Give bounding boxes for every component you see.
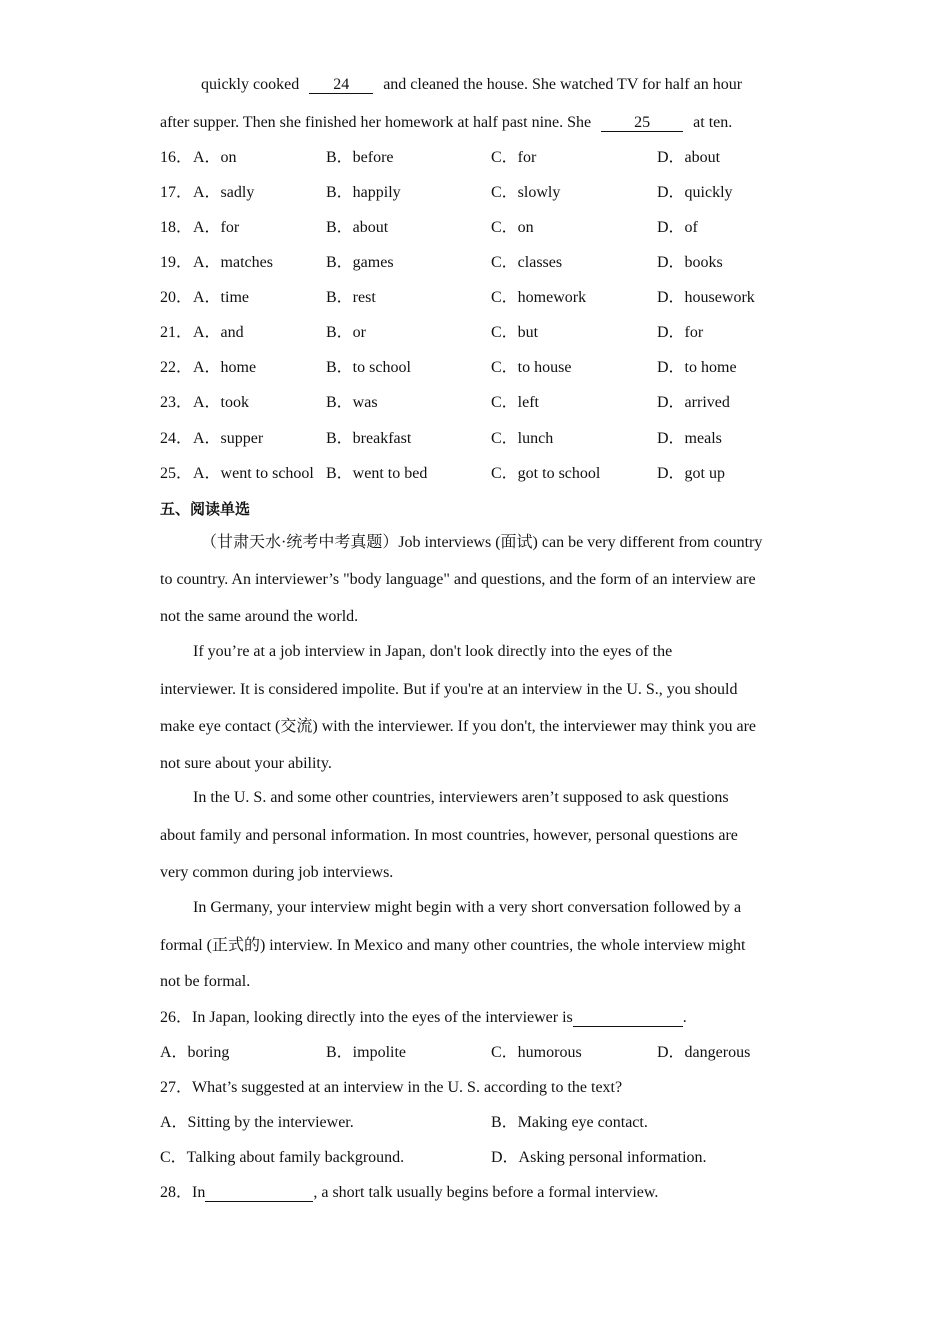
option-row <box>160 393 800 413</box>
option-c[interactable]: C．humorous <box>491 1044 582 1061</box>
option-b[interactable]: B．to school <box>326 359 411 376</box>
option-c[interactable]: C．classes <box>491 254 563 271</box>
option-a[interactable]: A．supper <box>193 430 264 447</box>
question-26-options <box>160 1043 800 1063</box>
cloze-line-2 <box>160 113 732 133</box>
option-c[interactable]: C．to house <box>491 359 572 376</box>
option-d[interactable]: D．of <box>657 219 698 236</box>
option-b[interactable]: B．rest <box>326 289 376 306</box>
cloze-text: quickly cooked <box>201 76 300 93</box>
passage-line: not be formal. <box>160 973 251 990</box>
option-a[interactable]: A．went to school <box>193 465 314 482</box>
question-number: 23． <box>160 394 193 411</box>
passage-line: If you’re at a job interview in Japan, don't look directly into the eyes of the <box>193 643 673 660</box>
option-c[interactable]: C．slowly <box>491 184 561 201</box>
question-27-options <box>160 1113 800 1133</box>
option-c[interactable]: C．homework <box>491 289 587 306</box>
option-row <box>160 358 800 378</box>
question-number: 22． <box>160 359 193 376</box>
option-row <box>160 288 800 308</box>
option-b[interactable]: B．about <box>326 219 389 236</box>
option-d[interactable]: D．Asking personal information. <box>491 1149 707 1166</box>
passage-line: In Germany, your interview might begin with a very short conversation followed by a <box>193 899 742 916</box>
question-number: 16． <box>160 149 193 166</box>
option-b[interactable]: B．breakfast <box>326 430 412 447</box>
option-c[interactable]: C．on <box>491 219 534 236</box>
option-d[interactable]: D．meals <box>657 430 722 447</box>
question-end: . <box>682 1009 687 1026</box>
question-number: 18． <box>160 219 193 236</box>
question-number: 20． <box>160 289 193 306</box>
passage-line: formal (正式的) interview. In Mexico and many other countries, the whole interview might <box>160 937 746 954</box>
option-b[interactable]: B．before <box>326 149 394 166</box>
question-28-stem <box>160 1183 658 1203</box>
option-a[interactable]: A．for <box>193 219 240 236</box>
option-d[interactable]: D．about <box>657 149 721 166</box>
option-row <box>160 218 800 238</box>
option-row <box>160 183 800 203</box>
option-row <box>160 429 800 449</box>
blank-25: 25 <box>601 115 683 132</box>
option-b[interactable]: B．went to bed <box>326 465 428 482</box>
question-text: , a short talk usually begins before a formal interview. <box>313 1184 659 1201</box>
question-text: 26．In Japan, looking directly into the eyes of the interviewer is <box>160 1009 573 1026</box>
option-a[interactable]: A．home <box>193 359 257 376</box>
option-c[interactable]: C．left <box>491 394 539 411</box>
passage-line: In the U. S. and some other countries, interviewers aren’t supposed to ask questions <box>193 789 729 806</box>
option-c[interactable]: C．for <box>491 149 537 166</box>
option-a[interactable]: A．and <box>193 324 244 341</box>
answer-blank <box>205 1185 313 1202</box>
cloze-line-1 <box>201 75 742 95</box>
passage-line: make eye contact (交流) with the interviewer. If you don't, the interviewer may think you are <box>160 718 757 735</box>
cloze-text: at ten. <box>693 114 733 131</box>
option-d[interactable]: D．books <box>657 254 723 271</box>
section-heading: 五、阅读单选 <box>160 500 251 518</box>
question-27-stem: 27．What’s suggested at an interview in the U. S. according to the text? <box>160 1079 623 1096</box>
option-b[interactable]: B．or <box>326 324 367 341</box>
option-b[interactable]: B．was <box>326 394 378 411</box>
option-c[interactable]: C．got to school <box>491 465 601 482</box>
option-a[interactable]: A．on <box>193 149 237 166</box>
question-text: 28．In <box>160 1184 206 1201</box>
passage-line: not sure about your ability. <box>160 755 332 772</box>
passage-line: very common during job interviews. <box>160 864 394 881</box>
question-number: 25． <box>160 465 193 482</box>
passage-line: to country. An interviewer’s "body language" and questions, and the form of an interview are <box>160 571 756 588</box>
question-number: 17． <box>160 184 193 201</box>
option-row <box>160 323 800 343</box>
answer-blank <box>573 1010 683 1027</box>
option-d[interactable]: D．dangerous <box>657 1044 751 1061</box>
option-d[interactable]: D．quickly <box>657 184 733 201</box>
question-number: 19． <box>160 254 193 271</box>
question-number: 24． <box>160 430 193 447</box>
option-b[interactable]: B．happily <box>326 184 401 201</box>
option-d[interactable]: D．for <box>657 324 704 341</box>
option-row <box>160 253 800 273</box>
passage-line: about family and personal information. In most countries, however, personal questions are <box>160 827 738 844</box>
option-c[interactable]: C．lunch <box>491 430 554 447</box>
option-d[interactable]: D．to home <box>657 359 737 376</box>
option-c[interactable]: C．Talking about family background. <box>160 1149 405 1166</box>
option-row <box>160 464 800 484</box>
cloze-text: and cleaned the house. She watched TV for half an hour <box>383 76 743 93</box>
question-27-options <box>160 1148 800 1168</box>
option-c[interactable]: C．but <box>491 324 539 341</box>
cloze-text: after supper. Then she finished her homework at half past nine. She <box>160 114 592 131</box>
option-d[interactable]: D．arrived <box>657 394 730 411</box>
option-b[interactable]: B．impolite <box>326 1044 407 1061</box>
option-row <box>160 148 800 168</box>
option-a[interactable]: A．Sitting by the interviewer. <box>160 1114 354 1131</box>
blank-24: 24 <box>309 77 373 94</box>
passage-line: （甘肃天水·统考中考真题）Job interviews (面试) can be very different from country <box>201 534 763 551</box>
option-b[interactable]: B．games <box>326 254 394 271</box>
passage-line: interviewer. It is considered impolite. But if you're at an interview in the U. S., you should <box>160 681 738 698</box>
option-d[interactable]: D．got up <box>657 465 726 482</box>
option-d[interactable]: D．housework <box>657 289 755 306</box>
option-a[interactable]: A．matches <box>193 254 273 271</box>
option-a[interactable]: A．took <box>193 394 250 411</box>
option-a[interactable]: A．sadly <box>193 184 255 201</box>
question-26-stem <box>160 1008 687 1028</box>
question-number: 21． <box>160 324 193 341</box>
option-a[interactable]: A．time <box>193 289 249 306</box>
option-a[interactable]: A．boring <box>160 1044 230 1061</box>
option-b[interactable]: B．Making eye contact. <box>491 1114 648 1131</box>
passage-line: not the same around the world. <box>160 608 359 625</box>
